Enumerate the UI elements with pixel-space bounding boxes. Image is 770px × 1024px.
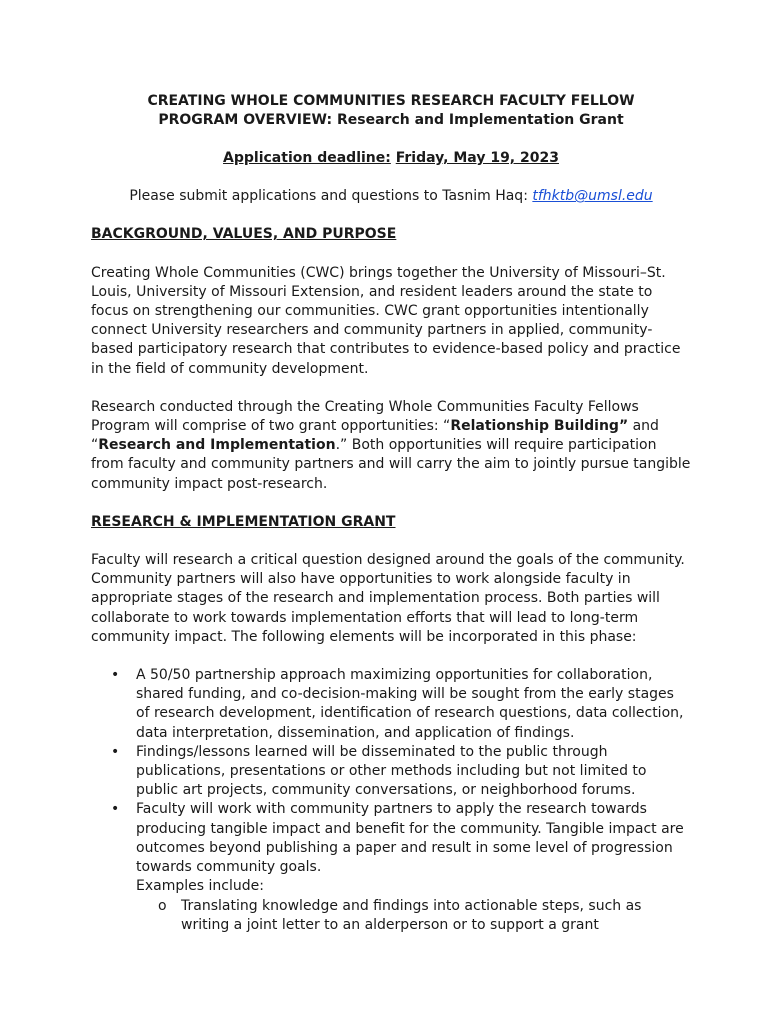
grant-heading: RESEARCH & IMPLEMENTATION GRANT (91, 513, 396, 530)
para2-text-c: .” Both opportunities will require participation from faculty and community partners and will carry the aim to jointly pursue tangible community impact post-research. (91, 437, 691, 492)
list-item-text: • Faculty will work with community partners to apply the research towards producing tangible impact and benefit for the community. Tangible impact are outcomes beyond publishing a paper and result in some level of progression towards community goals. (136, 801, 684, 876)
background-paragraph-1: Creating Whole Communities (CWC) brings together the University of Missouri–St. Louis, University of Missouri Extension, and resident leaders around the state to focus on strengthening our communities. CWC grant opportunities intentionally connect University researchers and community partners in applied, community-based participatory research that contributes to evidence-based policy and practice in the field of community development. (91, 264, 681, 377)
relationship-building-term: Relationship Building” (450, 418, 629, 435)
grant-elements-list (91, 666, 691, 935)
examples-list (136, 897, 691, 935)
deadline-label: Application deadline: (223, 150, 391, 166)
document-page (91, 92, 691, 935)
list-item (91, 800, 691, 934)
application-deadline (91, 149, 691, 168)
list-item: • A 50/50 partnership approach maximizing opportunities for collaboration, shared funding, and co-decision-making will be sought from the early stages of research development, identification of research questions, data collection, data interpretation, dissemination, and application of findings. (91, 666, 691, 743)
list-item: • Findings/lessons learned will be disseminated to the public through publications, presentations or other methods including but not limited to public art projects, community conversations, or neighborhood forums. (91, 743, 691, 801)
background-heading: BACKGROUND, VALUES, AND PURPOSE (91, 226, 397, 243)
document-title (91, 92, 691, 130)
title-line-2: PROGRAM OVERVIEW: Research and Implementation Grant (158, 112, 624, 128)
contact-email-link[interactable]: tfhktb@umsl.edu (532, 188, 653, 205)
background-paragraph-2 (91, 398, 691, 494)
para2-text-b: and “ (91, 418, 659, 454)
sub-list-item: o Translating knowledge and findings into actionable steps, such as writing a joint letter to an alderperson or to support a grant (136, 897, 691, 935)
grant-paragraph: Faculty will research a critical question designed around the goals of the community. Community partners will also have opportunities to work alongside faculty in appropriate stages of the research and implementation process. Both parties will collaborate to work towards implementation efforts that will lead to long-term community impact. The following elements will be incorporated in this phase: (91, 552, 685, 645)
title-line-1: CREATING WHOLE COMMUNITIES RESEARCH FACULTY FELLOW (147, 93, 635, 109)
examples-label: Examples include: (136, 878, 264, 895)
para2-text-a: Research conducted through the Creating Whole Communities Faculty Fellows Program will comprise of two grant opportunities: “ (91, 398, 639, 435)
deadline-date: Friday, May 19, 2023 (395, 150, 559, 166)
submit-instructions (91, 187, 691, 206)
submit-text: Please submit applications and questions to Tasnim Haq: (129, 188, 533, 205)
research-implementation-term: Research and Implementation (98, 437, 336, 454)
